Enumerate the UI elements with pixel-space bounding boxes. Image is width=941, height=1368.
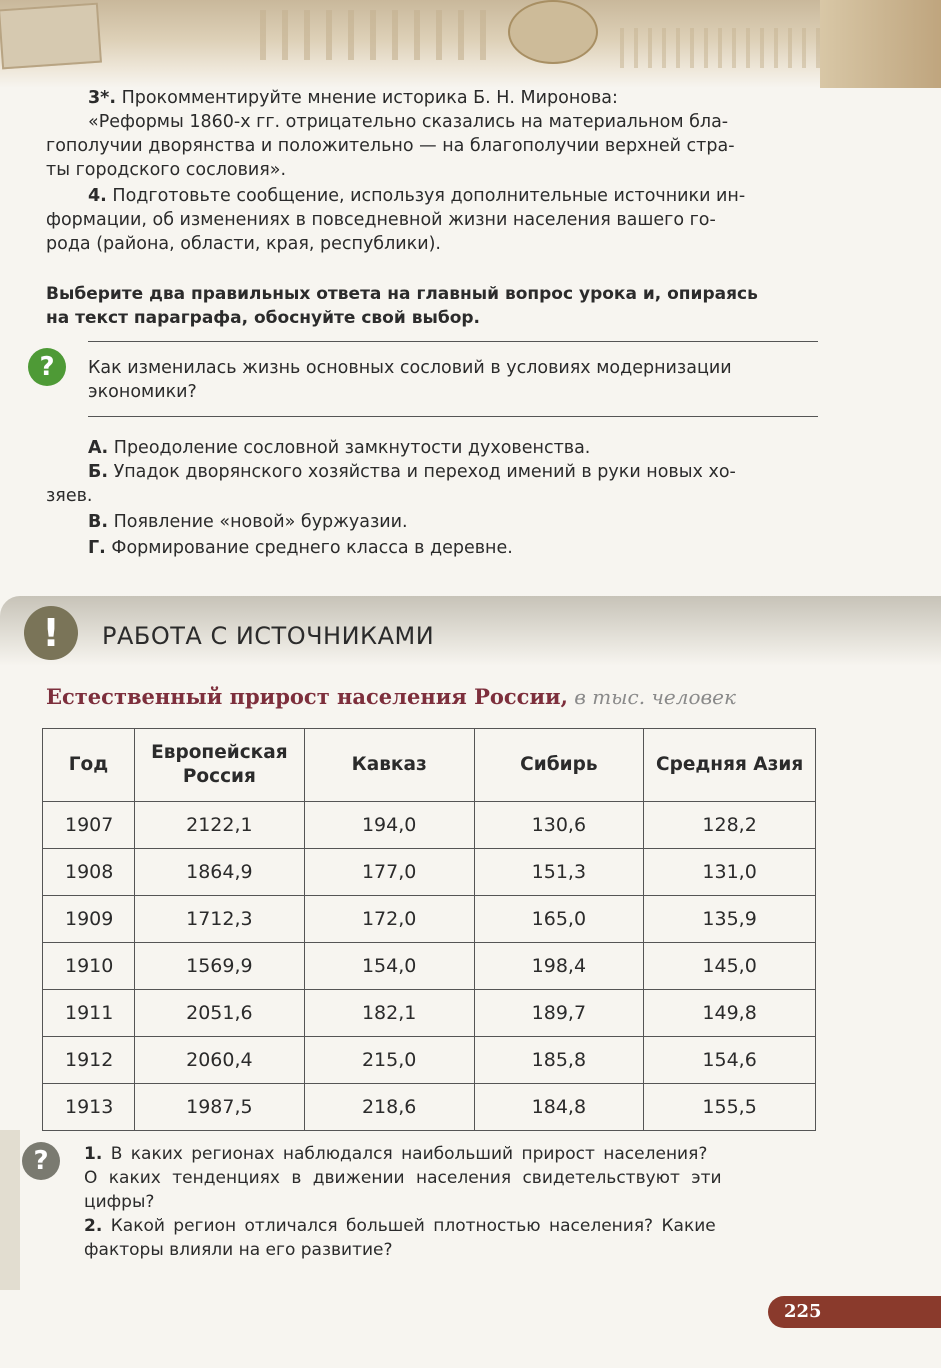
question-2-line-1 [84,1214,716,1238]
cell-value: 151,3 [474,849,644,896]
header-central-asia: Средняя Азия [644,729,816,802]
cell-value: 135,9 [644,896,816,943]
answer-a-text: Преодоление сословной замкнутости духовенства. [113,438,591,458]
side-strip [0,1130,20,1290]
question-icon-grey: ? [22,1142,60,1180]
table-caption-main: Естественный прирост населения России, [46,684,568,709]
cell-value: 1712,3 [134,896,304,943]
question-1-text: В каких регионах наблюдался наибольший прирост населения? [110,1144,708,1164]
answer-v [88,510,408,534]
cell-value: 172,0 [304,896,474,943]
cell-year: 1912 [43,1037,135,1084]
task-3-number: 3*. [88,88,116,108]
table-caption-unit: в тыс. человек [567,685,736,709]
answer-a [88,436,590,460]
task-4-number: 4. [88,186,107,206]
table-row [43,802,816,849]
divider-top [88,341,818,342]
cell-value: 130,6 [474,802,644,849]
question-1-line-1 [84,1142,707,1166]
header-siberia: Сибирь [474,729,644,802]
cell-value: 131,0 [644,849,816,896]
task-3-line-4: ты городского сословия». [46,160,287,180]
task-4-text: Подготовьте сообщение, используя дополнительные источники ин- [112,186,746,206]
page-number: 225 [768,1296,941,1328]
cell-value: 198,4 [474,943,644,990]
banner-stamp [0,3,102,70]
cell-value: 185,8 [474,1037,644,1084]
task-4-line-3: рода (района, области, края, республики). [46,234,441,254]
answer-b-letter: Б. [88,462,108,482]
cell-year: 1908 [43,849,135,896]
cell-value: 149,8 [644,990,816,1037]
banner-spires [260,10,500,60]
cell-year: 1910 [43,943,135,990]
cell-value: 128,2 [644,802,816,849]
answer-g [88,536,513,560]
cell-value: 218,6 [304,1084,474,1131]
header-caucasus: Кавказ [304,729,474,802]
exclamation-icon: ! [24,606,78,660]
task-4-line-2: формации, об изменениях в повседневной жизни населения вашего го- [46,210,716,230]
header-european-russia: Европейская Россия [134,729,304,802]
task-3-line-3: гополучии дворянства и положительно — на благополучии верхней стра- [46,136,735,156]
table-header-row [43,729,816,802]
answer-v-text: Появление «новой» буржуазии. [113,512,408,532]
task-3-line-2: «Реформы 1860-х гг. отрицательно сказались на материальном бла- [88,112,729,132]
task-3-line-1 [88,86,618,110]
answer-a-letter: А. [88,438,109,458]
table-row [43,990,816,1037]
population-table [42,728,816,1131]
cell-value: 177,0 [304,849,474,896]
cell-year: 1909 [43,896,135,943]
choose-instruction-line-2: на текст параграфа, обоснуйте свой выбор. [46,308,480,328]
main-question-line-2: экономики? [88,382,197,402]
cell-year: 1911 [43,990,135,1037]
answer-b [88,460,736,484]
cell-value: 1864,9 [134,849,304,896]
cell-value: 165,0 [474,896,644,943]
section-title: РАБОТА С ИСТОЧНИКАМИ [102,622,435,650]
task-4-line-1 [88,184,745,208]
table-row [43,896,816,943]
cell-value: 182,1 [304,990,474,1037]
main-question-line-1: Как изменилась жизнь основных сословий в условиях модернизации [88,358,732,378]
banner-medal [508,0,598,64]
cell-year: 1913 [43,1084,135,1131]
cell-value: 215,0 [304,1037,474,1084]
cell-value: 155,5 [644,1084,816,1131]
divider-bottom [88,416,818,417]
banner-portrait [820,0,941,88]
cell-year: 1907 [43,802,135,849]
header-year: Год [43,729,135,802]
table-row [43,1084,816,1131]
table-row [43,943,816,990]
answer-v-letter: В. [88,512,108,532]
table-row [43,1037,816,1084]
answer-g-letter: Г. [88,538,106,558]
cell-value: 189,7 [474,990,644,1037]
cell-value: 2122,1 [134,802,304,849]
cell-value: 154,6 [644,1037,816,1084]
answer-g-text: Формирование среднего класса в деревне. [111,538,513,558]
cell-value: 1569,9 [134,943,304,990]
question-2-line-2: факторы влияли на его развитие? [84,1240,393,1260]
question-2-number: 2. [84,1216,103,1236]
question-1-line-2: О каких тенденциях в движении населения свидетельствуют эти [84,1168,722,1188]
question-1-number: 1. [84,1144,103,1164]
answer-b-cont: зяев. [46,486,93,506]
table-row [43,849,816,896]
header-banner-image [0,0,941,88]
cell-value: 1987,5 [134,1084,304,1131]
table-caption [46,684,736,709]
question-2-text: Какой регион отличался большей плотностью населения? Какие [110,1216,716,1236]
cell-value: 194,0 [304,802,474,849]
cell-value: 184,8 [474,1084,644,1131]
cell-value: 2060,4 [134,1037,304,1084]
cell-value: 2051,6 [134,990,304,1037]
question-1-line-3: цифры? [84,1192,155,1212]
cell-value: 145,0 [644,943,816,990]
cell-value: 154,0 [304,943,474,990]
task-3-text: Прокомментируйте мнение историка Б. Н. Миронова: [121,88,618,108]
question-icon: ? [28,348,66,386]
choose-instruction-line-1: Выберите два правильных ответа на главный вопрос урока и, опираясь [46,284,758,304]
answer-b-text: Упадок дворянского хозяйства и переход имений в руки новых хо- [113,462,736,482]
banner-city [620,28,820,68]
